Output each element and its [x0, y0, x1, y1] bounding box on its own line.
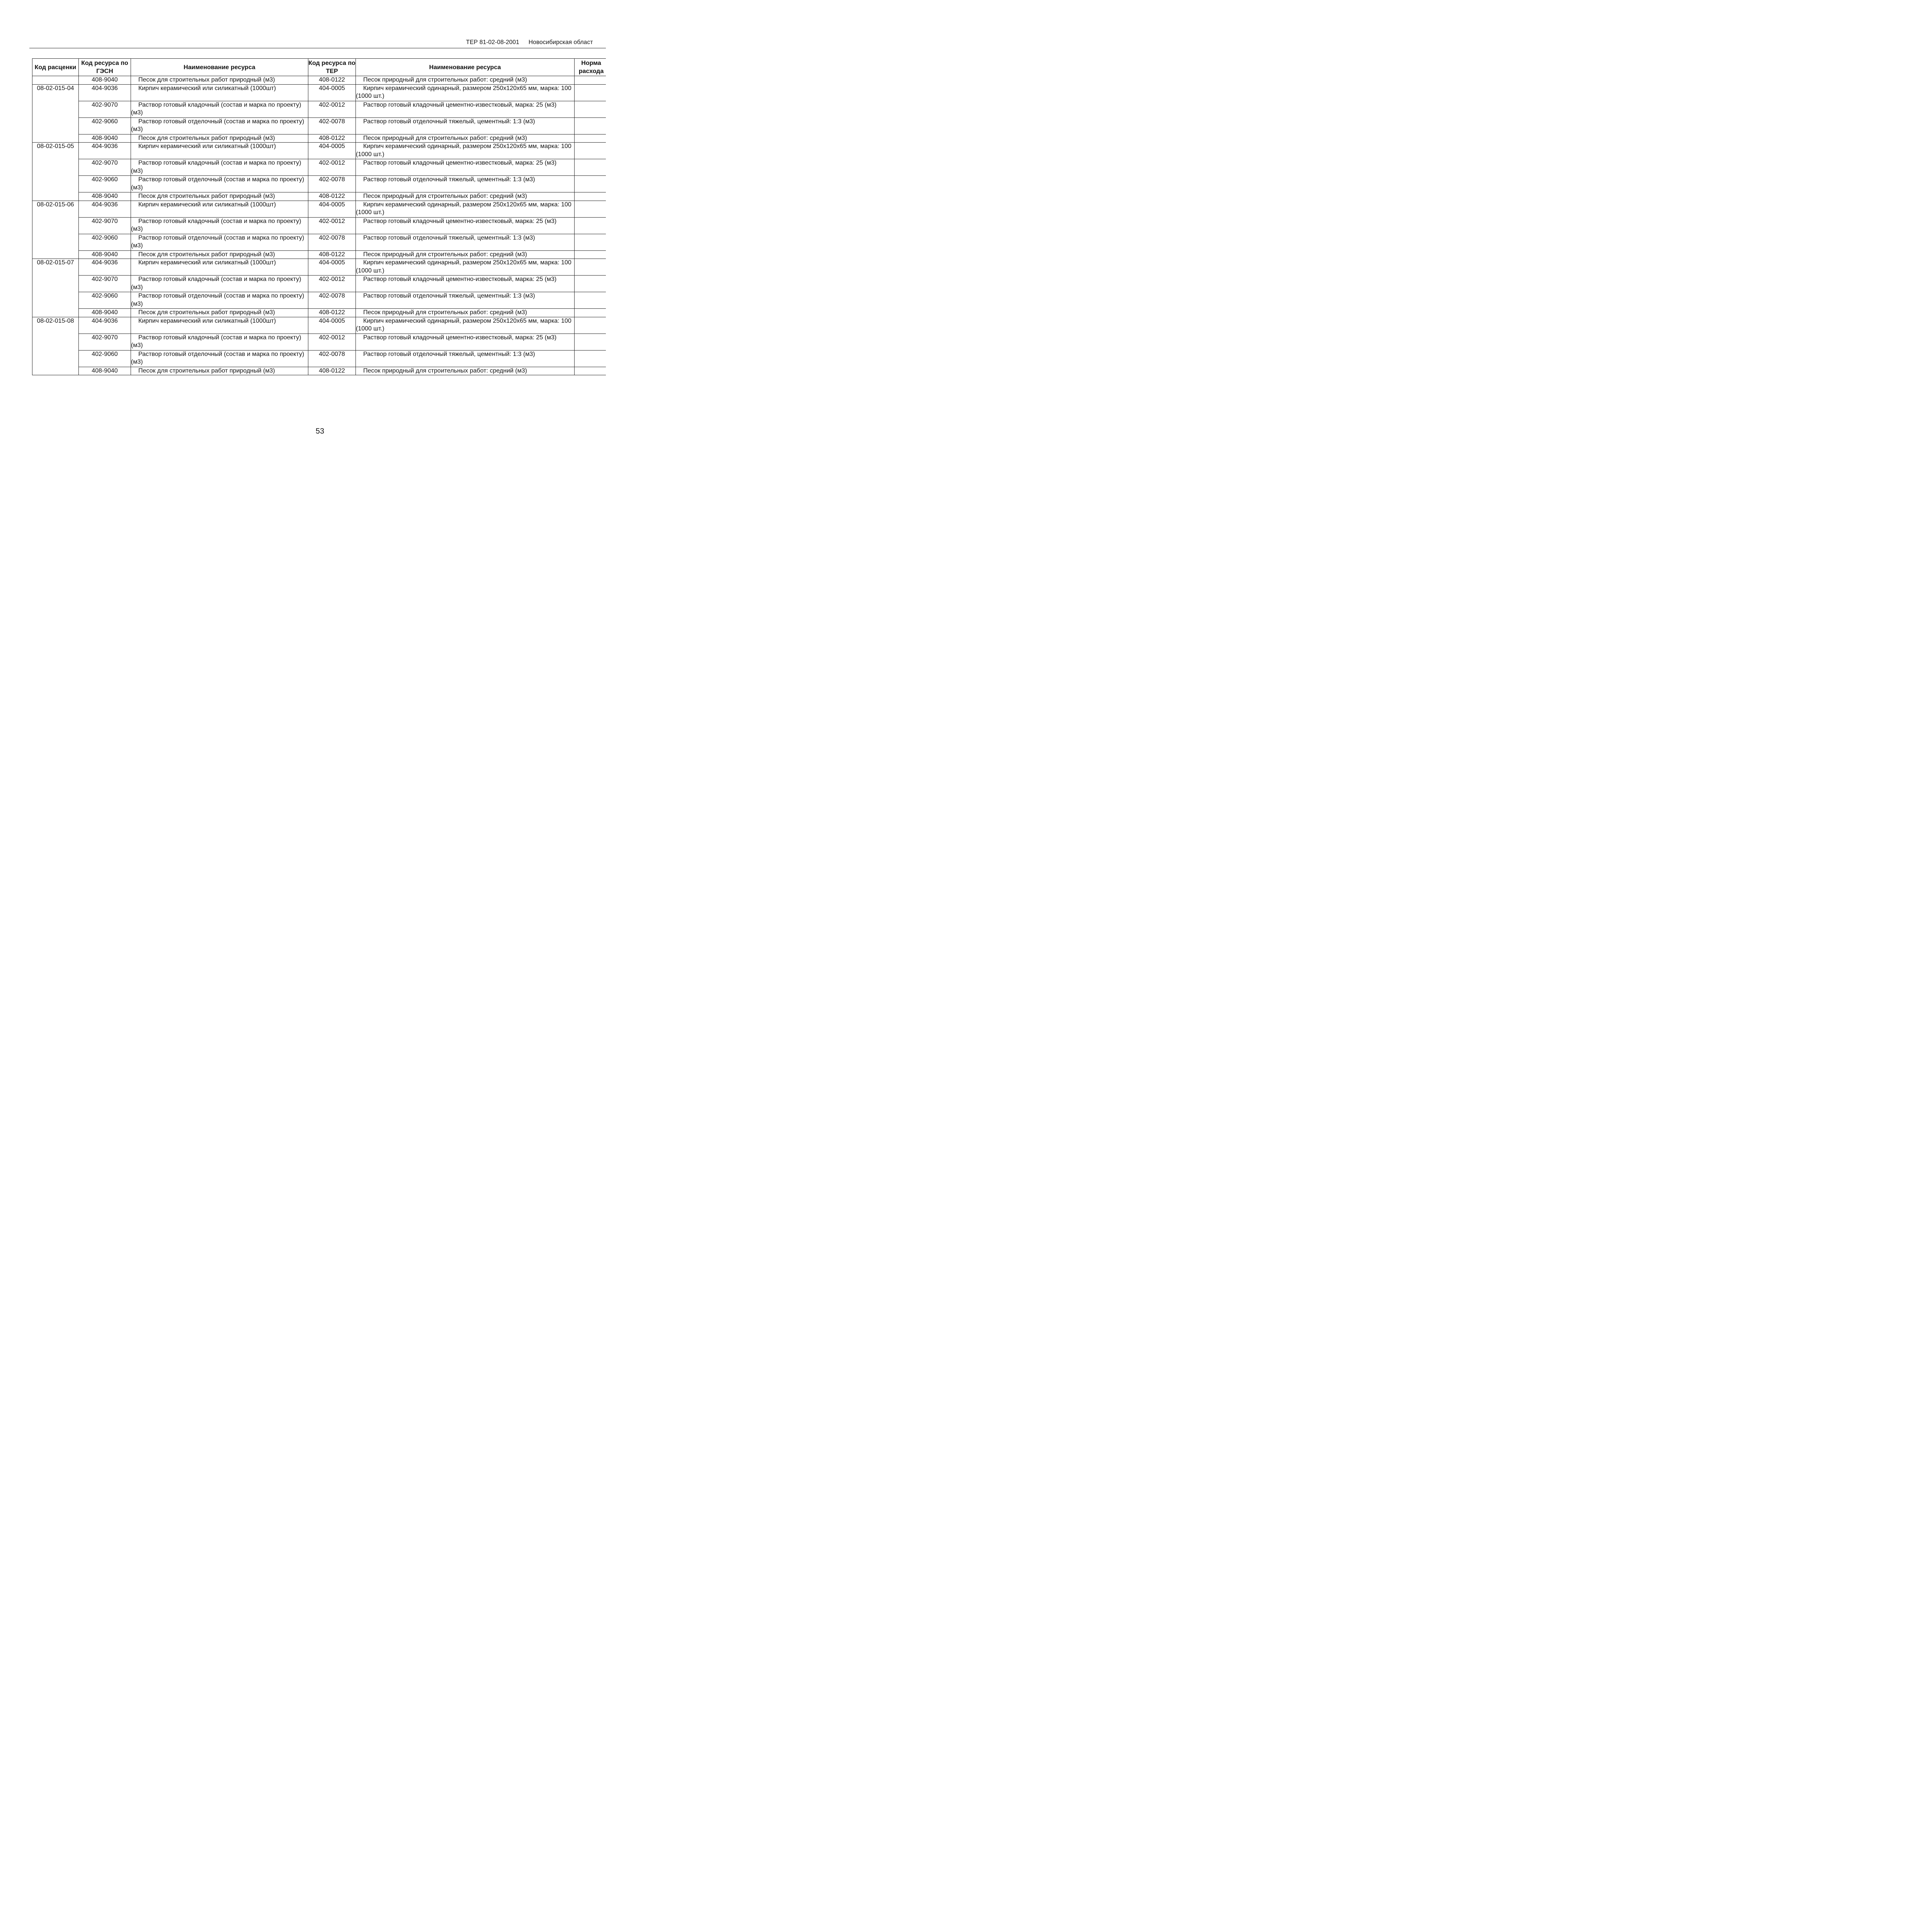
ter-name-cell: Кирпич керамический одинарный, размером 250х120х65 мм, марка: 100 (1000 шт.) [356, 317, 575, 334]
ter-code-cell: 402-0012 [308, 217, 356, 234]
ter-name-cell: Раствор готовый кладочный цементно-известковый, марка: 25 (м3) [356, 101, 575, 117]
table-row [32, 176, 606, 192]
norm-cell [575, 292, 606, 309]
norm-cell [575, 309, 606, 317]
rate-code-cell: 08-02-015-06 [32, 201, 79, 259]
norm-cell [575, 334, 606, 350]
page-number: 53 [315, 427, 325, 436]
ter-name-cell: Кирпич керамический одинарный, размером 250х120х65 мм, марка: 100 (1000 шт.) [356, 259, 575, 276]
norm-cell [575, 259, 606, 276]
table-row [32, 84, 606, 101]
gesn-code-cell: 404-9036 [79, 259, 131, 276]
gesn-name-cell: Раствор готовый кладочный (состав и марка по проекту) (м3) [131, 217, 308, 234]
ter-code-cell: 408-0122 [308, 192, 356, 201]
norm-cell [575, 76, 606, 85]
table-row [32, 192, 606, 201]
gesn-name-cell: Кирпич керамический или силикатный (1000шт) [131, 143, 308, 159]
ter-name-cell: Раствор готовый отделочный тяжелый, цементный: 1:3 (м3) [356, 292, 575, 309]
norm-cell [575, 84, 606, 101]
ter-code-cell: 404-0005 [308, 84, 356, 101]
gesn-name-cell: Раствор готовый отделочный (состав и марка по проекту) (м3) [131, 292, 308, 309]
gesn-name-cell: Раствор готовый кладочный (состав и марка по проекту) (м3) [131, 159, 308, 176]
norm-cell [575, 134, 606, 143]
gesn-name-cell: Песок для строительных работ природный (м3) [131, 76, 308, 85]
table-row [32, 250, 606, 259]
gesn-name-cell: Кирпич керамический или силикатный (1000шт) [131, 259, 308, 276]
gesn-name-cell: Раствор готовый кладочный (состав и марка по проекту) (м3) [131, 334, 308, 350]
gesn-name-cell: Песок для строительных работ природный (м3) [131, 250, 308, 259]
header-region: Новосибирская област [528, 39, 593, 46]
gesn-name-cell: Раствор готовый отделочный (состав и марка по проекту) (м3) [131, 350, 308, 367]
ter-name-cell: Песок природный для строительных работ: средний (м3) [356, 309, 575, 317]
gesn-name-cell: Песок для строительных работ природный (м3) [131, 309, 308, 317]
gesn-name-cell: Кирпич керамический или силикатный (1000шт) [131, 201, 308, 217]
norm-cell [575, 250, 606, 259]
gesn-code-cell: 402-9060 [79, 176, 131, 192]
norm-cell [575, 367, 606, 375]
col-header-ter-name: Наименование ресурса [356, 59, 575, 76]
gesn-code-cell: 404-9036 [79, 201, 131, 217]
table-row [32, 234, 606, 250]
col-header-gesn-name: Наименование ресурса [131, 59, 308, 76]
col-header-ter-code: Код ресурса по ТЕР [308, 59, 356, 76]
table-row [32, 367, 606, 375]
ter-name-cell: Кирпич керамический одинарный, размером 250х120х65 мм, марка: 100 (1000 шт.) [356, 143, 575, 159]
rate-code-cell: 08-02-015-04 [32, 84, 79, 143]
gesn-code-cell: 408-9040 [79, 250, 131, 259]
ter-code-cell: 402-0012 [308, 159, 356, 176]
gesn-code-cell: 402-9060 [79, 234, 131, 250]
ter-code-cell: 408-0122 [308, 367, 356, 375]
col-header-norm: Норма расхода [575, 59, 606, 76]
header-doc-code: ТЕР 81-02-08-2001 [466, 39, 519, 46]
ter-name-cell: Раствор готовый отделочный тяжелый, цементный: 1:3 (м3) [356, 234, 575, 250]
table-row [32, 309, 606, 317]
ter-name-cell: Кирпич керамический одинарный, размером 250х120х65 мм, марка: 100 (1000 шт.) [356, 84, 575, 101]
ter-code-cell: 408-0122 [308, 250, 356, 259]
gesn-code-cell: 402-9070 [79, 159, 131, 176]
ter-code-cell: 402-0012 [308, 276, 356, 292]
gesn-name-cell: Песок для строительных работ природный (м3) [131, 192, 308, 201]
table-row [32, 159, 606, 176]
ter-name-cell: Песок природный для строительных работ: средний (м3) [356, 134, 575, 143]
table-body [32, 76, 606, 375]
gesn-code-cell: 408-9040 [79, 134, 131, 143]
ter-name-cell: Песок природный для строительных работ: средний (м3) [356, 250, 575, 259]
ter-code-cell: 404-0005 [308, 259, 356, 276]
ter-code-cell: 402-0078 [308, 176, 356, 192]
norm-cell [575, 159, 606, 176]
gesn-name-cell: Раствор готовый кладочный (состав и марка по проекту) (м3) [131, 101, 308, 117]
ter-code-cell: 402-0012 [308, 334, 356, 350]
gesn-name-cell: Песок для строительных работ природный (м3) [131, 134, 308, 143]
rate-code-cell: 08-02-015-08 [32, 317, 79, 375]
gesn-code-cell: 404-9036 [79, 143, 131, 159]
table-row [32, 259, 606, 276]
ter-code-cell: 408-0122 [308, 134, 356, 143]
table-row [32, 217, 606, 234]
gesn-name-cell: Раствор готовый отделочный (состав и марка по проекту) (м3) [131, 234, 308, 250]
rate-code-cell [32, 76, 79, 85]
col-header-rate-code: Код расценки [32, 59, 79, 76]
norm-cell [575, 101, 606, 117]
ter-code-cell: 402-0012 [308, 101, 356, 117]
ter-code-cell: 404-0005 [308, 317, 356, 334]
ter-code-cell: 408-0122 [308, 309, 356, 317]
gesn-code-cell: 402-9060 [79, 117, 131, 134]
table-row [32, 292, 606, 309]
rate-code-cell: 08-02-015-07 [32, 259, 79, 317]
gesn-name-cell: Раствор готовый кладочный (состав и марка по проекту) (м3) [131, 276, 308, 292]
gesn-name-cell: Песок для строительных работ природный (м3) [131, 367, 308, 375]
table-row [32, 317, 606, 334]
gesn-code-cell: 408-9040 [79, 76, 131, 85]
ter-name-cell: Раствор готовый отделочный тяжелый, цементный: 1:3 (м3) [356, 117, 575, 134]
gesn-name-cell: Раствор готовый отделочный (состав и марка по проекту) (м3) [131, 117, 308, 134]
norm-cell [575, 276, 606, 292]
ter-name-cell: Кирпич керамический одинарный, размером 250х120х65 мм, марка: 100 (1000 шт.) [356, 201, 575, 217]
ter-name-cell: Раствор готовый отделочный тяжелый, цементный: 1:3 (м3) [356, 176, 575, 192]
table-header-row [32, 59, 606, 76]
col-header-gesn-code: Код ресурса по ГЭСН [79, 59, 131, 76]
table-row [32, 143, 606, 159]
gesn-code-cell: 402-9070 [79, 217, 131, 234]
norm-cell [575, 350, 606, 367]
gesn-code-cell: 402-9070 [79, 276, 131, 292]
table-row [32, 350, 606, 367]
gesn-name-cell: Кирпич керамический или силикатный (1000шт) [131, 317, 308, 334]
ter-name-cell: Раствор готовый кладочный цементно-известковый, марка: 25 (м3) [356, 159, 575, 176]
ter-name-cell: Раствор готовый кладочный цементно-известковый, марка: 25 (м3) [356, 334, 575, 350]
norm-cell [575, 117, 606, 134]
norm-cell [575, 201, 606, 217]
norm-cell [575, 234, 606, 250]
ter-name-cell: Песок природный для строительных работ: средний (м3) [356, 192, 575, 201]
gesn-name-cell: Кирпич керамический или силикатный (1000шт) [131, 84, 308, 101]
table-header [32, 59, 606, 76]
ter-code-cell: 402-0078 [308, 292, 356, 309]
gesn-code-cell: 408-9040 [79, 309, 131, 317]
gesn-code-cell: 408-9040 [79, 367, 131, 375]
ter-code-cell: 408-0122 [308, 76, 356, 85]
norm-cell [575, 176, 606, 192]
table-row [32, 276, 606, 292]
ter-code-cell: 402-0078 [308, 234, 356, 250]
ter-name-cell: Песок природный для строительных работ: средний (м3) [356, 76, 575, 85]
ter-code-cell: 402-0078 [308, 117, 356, 134]
ter-code-cell: 402-0078 [308, 350, 356, 367]
norm-cell [575, 143, 606, 159]
rate-code-cell: 08-02-015-05 [32, 143, 79, 201]
table-row [32, 101, 606, 117]
table-row [32, 201, 606, 217]
norm-cell [575, 217, 606, 234]
table-row [32, 76, 606, 85]
gesn-code-cell: 404-9036 [79, 317, 131, 334]
running-header [466, 39, 593, 46]
norm-cell [575, 192, 606, 201]
ter-name-cell: Раствор готовый кладочный цементно-известковый, марка: 25 (м3) [356, 276, 575, 292]
ter-name-cell: Раствор готовый отделочный тяжелый, цементный: 1:3 (м3) [356, 350, 575, 367]
gesn-name-cell: Раствор готовый отделочный (состав и марка по проекту) (м3) [131, 176, 308, 192]
gesn-code-cell: 402-9060 [79, 350, 131, 367]
gesn-code-cell: 402-9070 [79, 334, 131, 350]
resource-table [32, 58, 606, 375]
ter-name-cell: Раствор готовый кладочный цементно-известковый, марка: 25 (м3) [356, 217, 575, 234]
ter-code-cell: 404-0005 [308, 143, 356, 159]
gesn-code-cell: 408-9040 [79, 192, 131, 201]
table-row [32, 334, 606, 350]
ter-name-cell: Песок природный для строительных работ: средний (м3) [356, 367, 575, 375]
table-row [32, 134, 606, 143]
gesn-code-cell: 402-9070 [79, 101, 131, 117]
document-page [0, 0, 606, 456]
gesn-code-cell: 402-9060 [79, 292, 131, 309]
norm-cell [575, 317, 606, 334]
gesn-code-cell: 404-9036 [79, 84, 131, 101]
ter-code-cell: 404-0005 [308, 201, 356, 217]
table-row [32, 117, 606, 134]
